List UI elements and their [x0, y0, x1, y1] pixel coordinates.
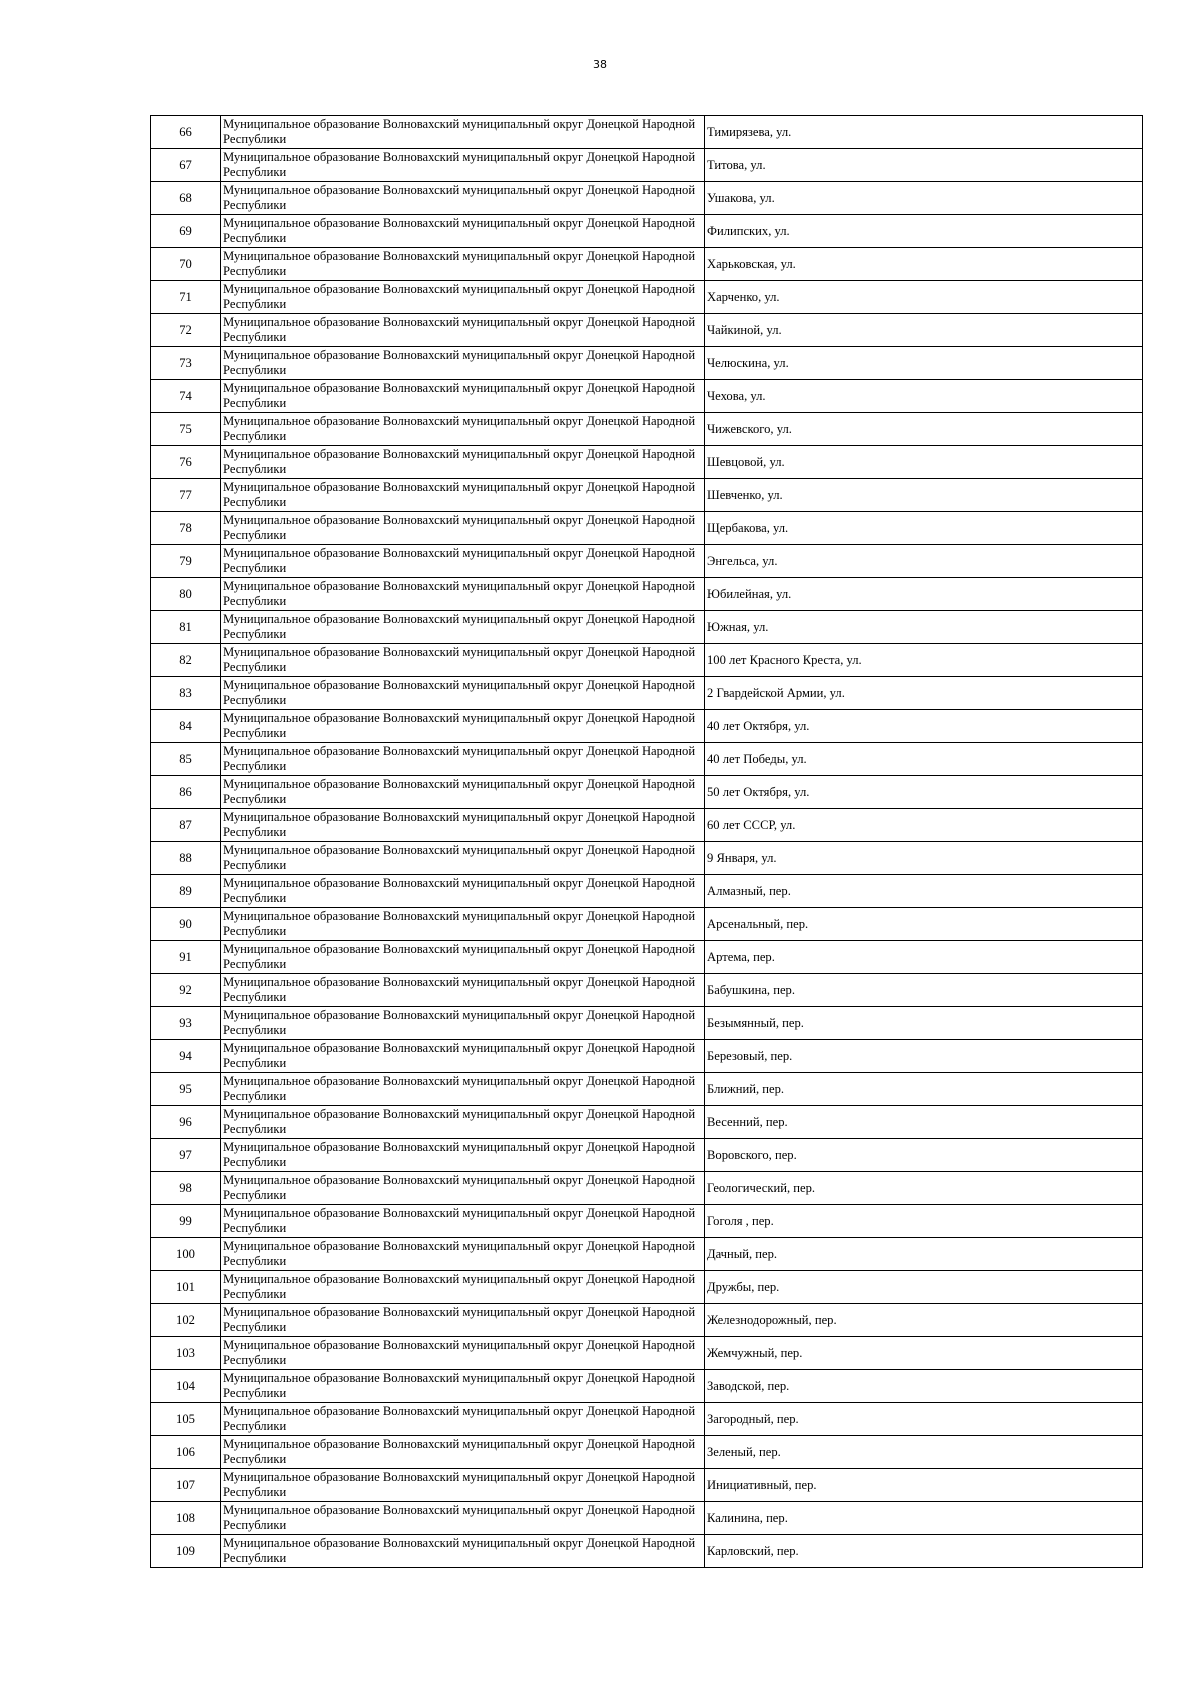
row-number: 93 — [151, 1007, 221, 1040]
street-name: Дачный, пер. — [705, 1238, 1143, 1271]
row-number: 97 — [151, 1139, 221, 1172]
row-number: 81 — [151, 611, 221, 644]
table-row — [151, 281, 1143, 314]
municipality-name: Муниципальное образование Волновахский муниципальный округ Донецкой Народной Республики — [221, 941, 705, 974]
row-number: 72 — [151, 314, 221, 347]
row-number: 100 — [151, 1238, 221, 1271]
table-row — [151, 479, 1143, 512]
row-number: 69 — [151, 215, 221, 248]
street-name: Харьковская, ул. — [705, 248, 1143, 281]
table-row — [151, 1436, 1143, 1469]
municipality-name: Муниципальное образование Волновахский муниципальный округ Донецкой Народной Республики — [221, 1469, 705, 1502]
row-number: 70 — [151, 248, 221, 281]
street-name: Гоголя , пер. — [705, 1205, 1143, 1238]
registry-table-body — [151, 116, 1143, 1568]
table-row — [151, 842, 1143, 875]
row-number: 68 — [151, 182, 221, 215]
municipality-name: Муниципальное образование Волновахский муниципальный округ Донецкой Народной Республики — [221, 710, 705, 743]
table-row — [151, 314, 1143, 347]
municipality-name: Муниципальное образование Волновахский муниципальный округ Донецкой Народной Республики — [221, 1535, 705, 1568]
street-name: Челюскина, ул. — [705, 347, 1143, 380]
table-row — [151, 776, 1143, 809]
municipality-name: Муниципальное образование Волновахский муниципальный округ Донецкой Народной Республики — [221, 1238, 705, 1271]
table-row — [151, 1073, 1143, 1106]
municipality-name: Муниципальное образование Волновахский муниципальный округ Донецкой Народной Республики — [221, 644, 705, 677]
table-row — [151, 116, 1143, 149]
row-number: 67 — [151, 149, 221, 182]
municipality-name: Муниципальное образование Волновахский муниципальный округ Донецкой Народной Республики — [221, 743, 705, 776]
table-row — [151, 347, 1143, 380]
table-row — [151, 1007, 1143, 1040]
row-number: 80 — [151, 578, 221, 611]
table-row — [151, 875, 1143, 908]
street-name: Безымянный, пер. — [705, 1007, 1143, 1040]
municipality-name: Муниципальное образование Волновахский муниципальный округ Донецкой Народной Республики — [221, 1106, 705, 1139]
street-name: Бабушкина, пер. — [705, 974, 1143, 1007]
table-row — [151, 446, 1143, 479]
street-name: Юбилейная, ул. — [705, 578, 1143, 611]
municipality-name: Муниципальное образование Волновахский муниципальный округ Донецкой Народной Республики — [221, 578, 705, 611]
street-name: Шевцовой, ул. — [705, 446, 1143, 479]
street-name: Карловский, пер. — [705, 1535, 1143, 1568]
table-row — [151, 908, 1143, 941]
municipality-name: Муниципальное образование Волновахский муниципальный округ Донецкой Народной Республики — [221, 776, 705, 809]
row-number: 76 — [151, 446, 221, 479]
municipality-name: Муниципальное образование Волновахский муниципальный округ Донецкой Народной Республики — [221, 512, 705, 545]
row-number: 109 — [151, 1535, 221, 1568]
row-number: 105 — [151, 1403, 221, 1436]
street-name: Дружбы, пер. — [705, 1271, 1143, 1304]
row-number: 89 — [151, 875, 221, 908]
row-number: 84 — [151, 710, 221, 743]
street-name: Тимирязева, ул. — [705, 116, 1143, 149]
table-row — [151, 1469, 1143, 1502]
street-name: Инициативный, пер. — [705, 1469, 1143, 1502]
table-row — [151, 1139, 1143, 1172]
table-row — [151, 182, 1143, 215]
table-row — [151, 413, 1143, 446]
street-name: 2 Гвардейской Армии, ул. — [705, 677, 1143, 710]
street-name: Ушакова, ул. — [705, 182, 1143, 215]
municipality-name: Муниципальное образование Волновахский муниципальный округ Донецкой Народной Республики — [221, 611, 705, 644]
street-name: Шевченко, ул. — [705, 479, 1143, 512]
row-number: 92 — [151, 974, 221, 1007]
table-row — [151, 545, 1143, 578]
street-name: Энгельса, ул. — [705, 545, 1143, 578]
row-number: 87 — [151, 809, 221, 842]
municipality-name: Муниципальное образование Волновахский муниципальный округ Донецкой Народной Республики — [221, 1007, 705, 1040]
table-row — [151, 1337, 1143, 1370]
street-name: Воровского, пер. — [705, 1139, 1143, 1172]
street-name: 9 Января, ул. — [705, 842, 1143, 875]
row-number: 73 — [151, 347, 221, 380]
municipality-name: Муниципальное образование Волновахский муниципальный округ Донецкой Народной Республики — [221, 1337, 705, 1370]
row-number: 79 — [151, 545, 221, 578]
table-row — [151, 578, 1143, 611]
street-name: 40 лет Октября, ул. — [705, 710, 1143, 743]
municipality-name: Муниципальное образование Волновахский муниципальный округ Донецкой Народной Республики — [221, 413, 705, 446]
municipality-name: Муниципальное образование Волновахский муниципальный округ Донецкой Народной Республики — [221, 1172, 705, 1205]
row-number: 94 — [151, 1040, 221, 1073]
street-name: Жемчужный, пер. — [705, 1337, 1143, 1370]
street-name: Геологический, пер. — [705, 1172, 1143, 1205]
municipality-name: Муниципальное образование Волновахский муниципальный округ Донецкой Народной Республики — [221, 1271, 705, 1304]
row-number: 83 — [151, 677, 221, 710]
municipality-name: Муниципальное образование Волновахский муниципальный округ Донецкой Народной Республики — [221, 677, 705, 710]
row-number: 101 — [151, 1271, 221, 1304]
table-row — [151, 809, 1143, 842]
row-number: 104 — [151, 1370, 221, 1403]
street-name: Чайкиной, ул. — [705, 314, 1143, 347]
row-number: 75 — [151, 413, 221, 446]
row-number: 77 — [151, 479, 221, 512]
table-row — [151, 1205, 1143, 1238]
municipality-name: Муниципальное образование Волновахский муниципальный округ Донецкой Народной Республики — [221, 1502, 705, 1535]
municipality-name: Муниципальное образование Волновахский муниципальный округ Донецкой Народной Республики — [221, 842, 705, 875]
table-row — [151, 512, 1143, 545]
row-number: 78 — [151, 512, 221, 545]
municipality-name: Муниципальное образование Волновахский муниципальный округ Донецкой Народной Республики — [221, 215, 705, 248]
municipality-name: Муниципальное образование Волновахский муниципальный округ Донецкой Народной Республики — [221, 281, 705, 314]
table-row — [151, 1535, 1143, 1568]
street-name: Загородный, пер. — [705, 1403, 1143, 1436]
row-number: 96 — [151, 1106, 221, 1139]
table-row — [151, 1403, 1143, 1436]
street-name: Железнодорожный, пер. — [705, 1304, 1143, 1337]
street-name: Весенний, пер. — [705, 1106, 1143, 1139]
table-row — [151, 644, 1143, 677]
table-row — [151, 380, 1143, 413]
table-row — [151, 1172, 1143, 1205]
street-name: Калинина, пер. — [705, 1502, 1143, 1535]
municipality-name: Муниципальное образование Волновахский муниципальный округ Донецкой Народной Республики — [221, 1139, 705, 1172]
row-number: 88 — [151, 842, 221, 875]
municipality-name: Муниципальное образование Волновахский муниципальный округ Донецкой Народной Республики — [221, 446, 705, 479]
municipality-name: Муниципальное образование Волновахский муниципальный округ Донецкой Народной Республики — [221, 479, 705, 512]
street-name: 100 лет Красного Креста, ул. — [705, 644, 1143, 677]
row-number: 66 — [151, 116, 221, 149]
street-name: Титова, ул. — [705, 149, 1143, 182]
municipality-name: Муниципальное образование Волновахский муниципальный округ Донецкой Народной Республики — [221, 1403, 705, 1436]
row-number: 103 — [151, 1337, 221, 1370]
table-row — [151, 1370, 1143, 1403]
row-number: 98 — [151, 1172, 221, 1205]
municipality-name: Муниципальное образование Волновахский муниципальный округ Донецкой Народной Республики — [221, 974, 705, 1007]
row-number: 102 — [151, 1304, 221, 1337]
municipality-name: Муниципальное образование Волновахский муниципальный округ Донецкой Народной Республики — [221, 1205, 705, 1238]
street-name: Арсенальный, пер. — [705, 908, 1143, 941]
municipality-name: Муниципальное образование Волновахский муниципальный округ Донецкой Народной Республики — [221, 1370, 705, 1403]
table-row — [151, 1304, 1143, 1337]
street-name: Щербакова, ул. — [705, 512, 1143, 545]
table-row — [151, 149, 1143, 182]
row-number: 90 — [151, 908, 221, 941]
row-number: 82 — [151, 644, 221, 677]
street-name: Чижевского, ул. — [705, 413, 1143, 446]
municipality-name: Муниципальное образование Волновахский муниципальный округ Донецкой Народной Республики — [221, 1436, 705, 1469]
table-row — [151, 1238, 1143, 1271]
municipality-name: Муниципальное образование Волновахский муниципальный округ Донецкой Народной Республики — [221, 1040, 705, 1073]
municipality-name: Муниципальное образование Волновахский муниципальный округ Донецкой Народной Республики — [221, 380, 705, 413]
street-name: 40 лет Победы, ул. — [705, 743, 1143, 776]
municipality-name: Муниципальное образование Волновахский муниципальный округ Донецкой Народной Республики — [221, 182, 705, 215]
street-name: Чехова, ул. — [705, 380, 1143, 413]
row-number: 91 — [151, 941, 221, 974]
municipality-name: Муниципальное образование Волновахский муниципальный округ Донецкой Народной Республики — [221, 809, 705, 842]
table-row — [151, 1040, 1143, 1073]
street-name: Южная, ул. — [705, 611, 1143, 644]
table-row — [151, 215, 1143, 248]
table-row — [151, 1502, 1143, 1535]
page-number: 38 — [593, 58, 607, 71]
municipality-name: Муниципальное образование Волновахский муниципальный округ Донецкой Народной Республики — [221, 314, 705, 347]
municipality-name: Муниципальное образование Волновахский муниципальный округ Донецкой Народной Республики — [221, 116, 705, 149]
table-row — [151, 710, 1143, 743]
street-name: Заводской, пер. — [705, 1370, 1143, 1403]
municipality-name: Муниципальное образование Волновахский муниципальный округ Донецкой Народной Республики — [221, 347, 705, 380]
row-number: 108 — [151, 1502, 221, 1535]
row-number: 107 — [151, 1469, 221, 1502]
table-row — [151, 248, 1143, 281]
row-number: 74 — [151, 380, 221, 413]
table-row — [151, 677, 1143, 710]
row-number: 71 — [151, 281, 221, 314]
row-number: 85 — [151, 743, 221, 776]
municipality-name: Муниципальное образование Волновахский муниципальный округ Донецкой Народной Республики — [221, 908, 705, 941]
street-name: 50 лет Октября, ул. — [705, 776, 1143, 809]
table-row — [151, 611, 1143, 644]
street-name: Березовый, пер. — [705, 1040, 1143, 1073]
municipality-name: Муниципальное образование Волновахский муниципальный округ Донецкой Народной Республики — [221, 248, 705, 281]
municipality-name: Муниципальное образование Волновахский муниципальный округ Донецкой Народной Республики — [221, 1304, 705, 1337]
street-name: Филипских, ул. — [705, 215, 1143, 248]
table-row — [151, 941, 1143, 974]
table-row — [151, 1106, 1143, 1139]
street-name: Артема, пер. — [705, 941, 1143, 974]
table-row — [151, 1271, 1143, 1304]
table-row — [151, 974, 1143, 1007]
row-number: 95 — [151, 1073, 221, 1106]
table-row — [151, 743, 1143, 776]
street-name: Харченко, ул. — [705, 281, 1143, 314]
municipality-name: Муниципальное образование Волновахский муниципальный округ Донецкой Народной Республики — [221, 875, 705, 908]
registry-table — [150, 115, 1143, 1568]
street-name: Ближний, пер. — [705, 1073, 1143, 1106]
row-number: 86 — [151, 776, 221, 809]
row-number: 99 — [151, 1205, 221, 1238]
street-name: 60 лет СССР, ул. — [705, 809, 1143, 842]
municipality-name: Муниципальное образование Волновахский муниципальный округ Донецкой Народной Республики — [221, 1073, 705, 1106]
street-name: Зеленый, пер. — [705, 1436, 1143, 1469]
municipality-name: Муниципальное образование Волновахский муниципальный округ Донецкой Народной Республики — [221, 545, 705, 578]
municipality-name: Муниципальное образование Волновахский муниципальный округ Донецкой Народной Республики — [221, 149, 705, 182]
street-name: Алмазный, пер. — [705, 875, 1143, 908]
row-number: 106 — [151, 1436, 221, 1469]
